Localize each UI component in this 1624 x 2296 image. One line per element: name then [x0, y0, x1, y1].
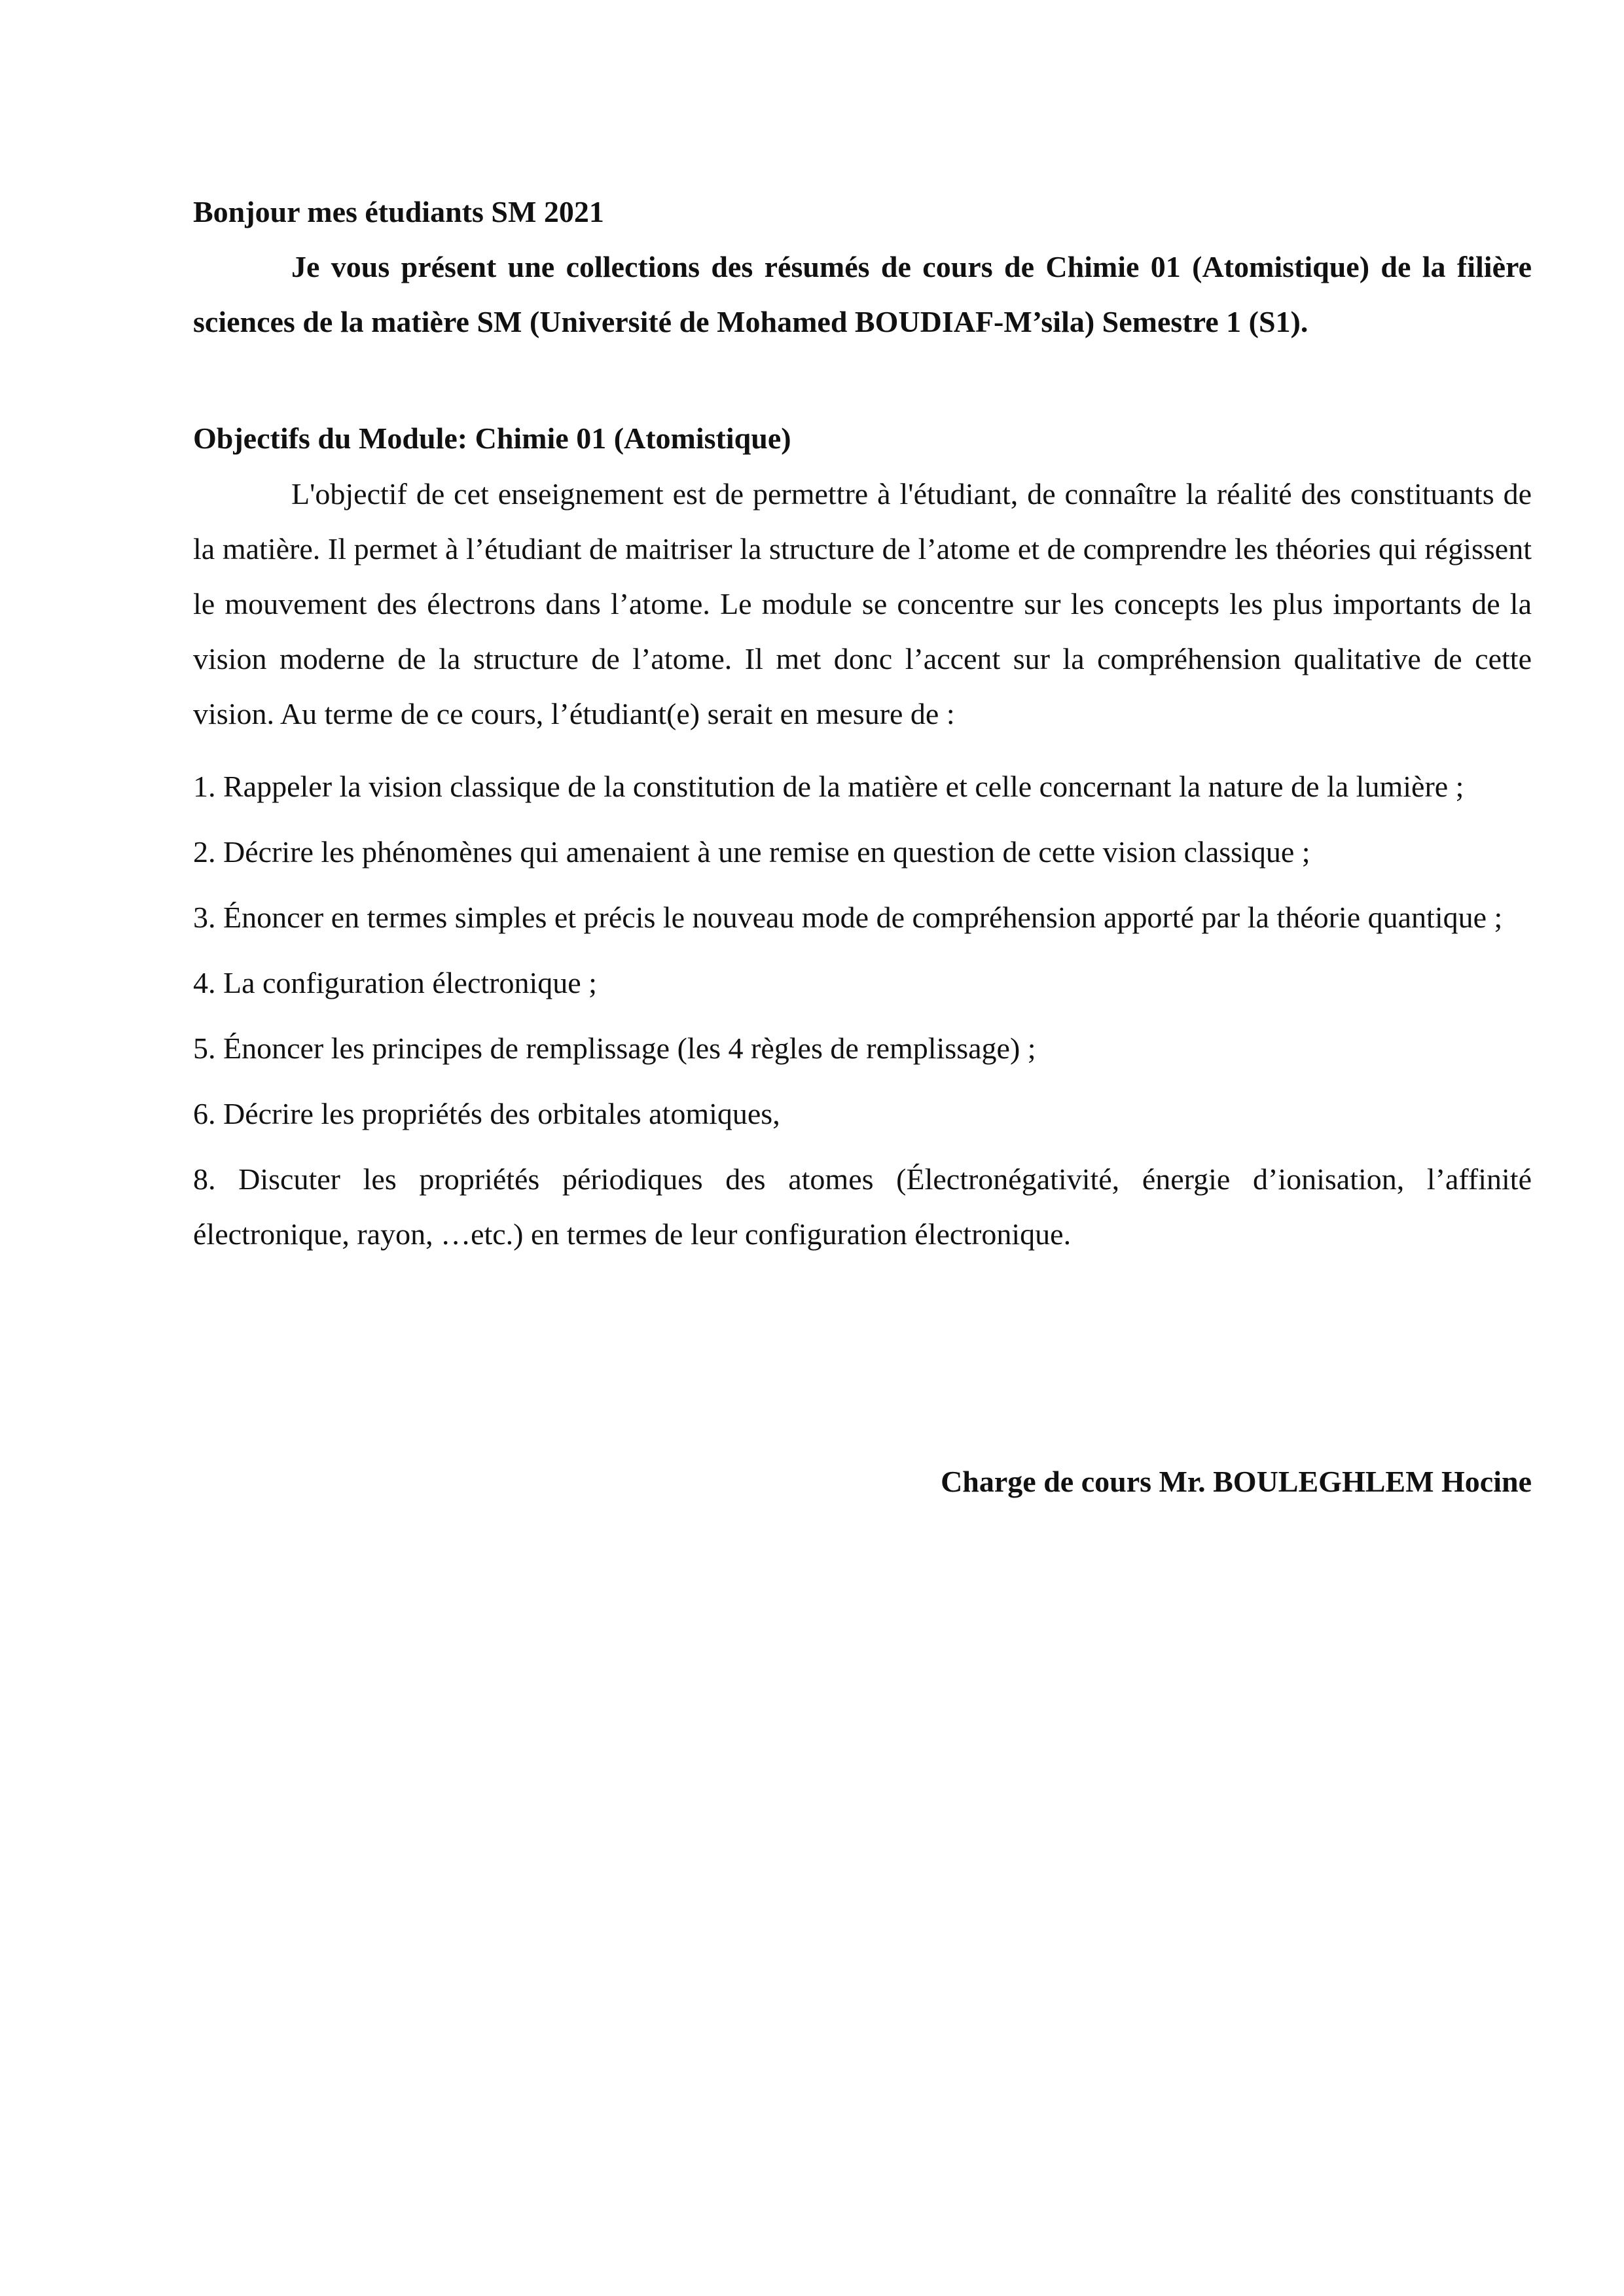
intro-paragraph: Je vous présent une collections des résumés de cours de Chimie 01 (Atomistique) de la filière sciences de la matière SM (Université de Mohamed BOUDIAF-M’sila) Semestre 1 (S1). [193, 250, 1532, 338]
list-item: 3. Énoncer en termes simples et précis le nouveau mode de compréhension apporté par la théorie quantique ; [193, 901, 1503, 934]
list-item: 6. Décrire les propriétés des orbitales atomiques, [193, 1097, 780, 1130]
list-item: 1. Rappeler la vision classique de la constitution de la matière et celle concernant la nature de la lumière ; [193, 770, 1464, 803]
signature: Charge de cours Mr. BOULEGHLEM Hocine [941, 1465, 1532, 1498]
objectives-paragraph: L'objectif de cet enseignement est de permettre à l'étudiant, de connaître la réalité des constituants de la matière. Il permet à l’étudiant de maitriser la structure de l’atome et de comprendre les théories qui régissent le mouvement des électrons dans l’atome. Le module se concentre sur les concepts les plus importants de la vision moderne de la structure de l’atome. Il met donc l’accent sur la compréhension qualitative de cette vision. Au terme de ce cours, l’étudiant(e) serait en mesure de : [193, 477, 1532, 730]
objectives-list [193, 759, 1532, 1272]
list-item: 8. Discuter les propriétés périodiques des atomes (Électronégativité, énergie d’ionisation, l’affinité électronique, rayon, …etc.) en termes de leur configuration électronique. [193, 1162, 1532, 1251]
list-item: 2. Décrire les phénomènes qui amenaient à une remise en question de cette vision classique ; [193, 835, 1310, 869]
greeting-heading: Bonjour mes étudiants SM 2021 [193, 195, 604, 228]
list-item: 5. Énoncer les principes de remplissage (les 4 règles de remplissage) ; [193, 1031, 1036, 1065]
list-item: 4. La configuration électronique ; [193, 966, 597, 999]
objectives-title: Objectifs du Module: Chimie 01 (Atomistique) [193, 422, 791, 455]
